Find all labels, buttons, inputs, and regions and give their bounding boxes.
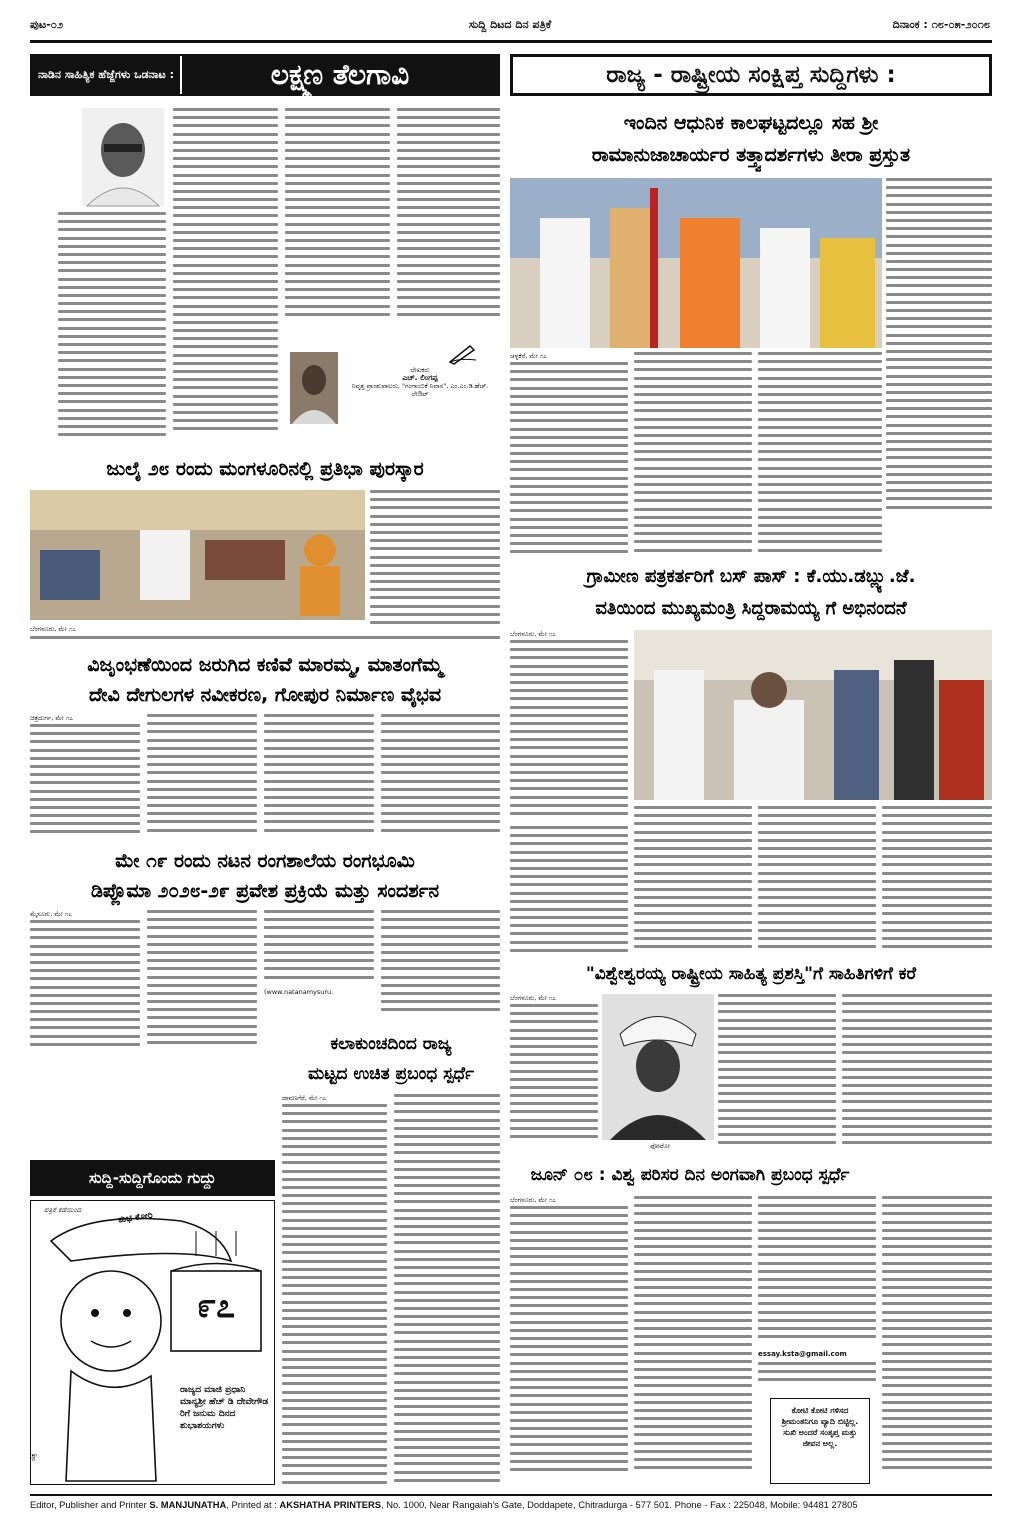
- cartoon-box: [30, 1200, 275, 1485]
- footer-editor: S. MANJUNATHA: [149, 1499, 227, 1510]
- pratibha-dateline: ಬೆಂಗಳೂರು, ಮೇ ೧೭: [30, 625, 77, 633]
- essay-state-dateline: ದಾವಣಗೆರೆ, ಮೇ ೧೭: [282, 1094, 327, 1102]
- cartoon-message: ರಾಜ್ಯದ ಮಾಜಿ ಪ್ರಧಾನಿ ಮಾನ್ಯಶ್ರೀ ಹೆಚ್ ಡಿ ದೇವೇಗೌಡ ರಿಗೆ ಜನುಮ ದಿನದ ಶುಭಾಶಯಗಳು: [180, 1385, 269, 1431]
- ramanuja-dateline: ಚಳ್ಳಕೆರೆ, ಮೇ ೧೭: [510, 352, 548, 360]
- essay-state-headline-2: ಮಟ್ಟದ ಉಚಿತ ಪ್ರಬಂಧ ಸ್ಪರ್ಧೆ: [308, 1064, 474, 1084]
- ramanuja-text-col-2: [634, 352, 752, 562]
- bus-pass-photo: [634, 630, 992, 800]
- temple-text-col-4: [381, 714, 500, 844]
- literary-name: ಲಕ್ಷ್ಮಣ ತೆಲಗಾವಿ: [182, 56, 498, 94]
- visvesvaraya-text-col-2: [718, 994, 836, 1154]
- author-address: ನಿವೃತ್ತ ಪ್ರಾಂಶುಪಾಲರು, "ಗಂಗಾಂಬಿಕೆ ನಿವಾಸ", ಎಂ.ಎಂ.ಡಿ.ಹೆಚ್. ಲೇಔಟ್: [351, 382, 489, 398]
- ramanuja-text-right: [886, 178, 992, 518]
- literary-kicker: ನಾಡಿನ ಸಾಹಿತ್ಯಿಕ ಹೆಜ್ಜೆಗಳು ಒಡನಾಟ :: [32, 56, 180, 94]
- environment-text-col-3: [758, 1196, 876, 1346]
- cartoon-label-hat: ಶುಭ ಕೋರಿ: [117, 1210, 154, 1226]
- author-block: [345, 366, 495, 398]
- pen-icon: [448, 342, 478, 364]
- author-name: ಎಚ್. ಲಿಂಗಪ್ಪ: [402, 373, 438, 382]
- bus-pass-dateline: ಬೆಂಗಳೂರು, ಮೇ ೧೭: [510, 630, 557, 638]
- footer-prefix: Editor, Publisher and Printer: [30, 1499, 147, 1510]
- diploma-text-col-2: [147, 910, 257, 1050]
- environment-text-col-1: [510, 1206, 628, 1484]
- bus-pass-text-col-1b: [510, 826, 628, 956]
- environment-text-col-4: [882, 1196, 992, 1484]
- ramanuja-photo: [510, 178, 882, 348]
- environment-notice-box: ಕೋಟಿ ಕೋಟಿ ಗಳಿಸದ ಶ್ರೀಮಂತನಿಗೂ ವ್ಯಾದಿ ಬಿಟ್ಟಿಲ್ಲ. ಸುಖಿ ಅಂದರೆ ಸಂತೃಪ್ತ ಮತ್ತು ಜೀವನ ಅಲ್ಲ.: [770, 1398, 870, 1484]
- pratibha-headline: ಜುಲೈ ೨೮ ರಂದು ಮಂಗಳೂರಿನಲ್ಲಿ ಪ್ರತಿಭಾ ಪುರಸ್ಕಾರ: [106, 458, 424, 480]
- briefs-banner: ರಾಜ್ಯ - ರಾಷ್ಟ್ರೀಯ ಸಂಕ್ಷಿಪ್ತ ಸುದ್ದಿಗಳು :: [510, 54, 992, 96]
- footer-rule: [30, 1494, 992, 1496]
- page-number: ಪುಟ-೦೨: [30, 18, 64, 31]
- ramanuja-headline-1: ಇಂದಿನ ಆಧುನಿಕ ಕಾಲಘಟ್ಟದಲ್ಲೂ ಸಹ ಶ್ರೀ: [623, 112, 879, 134]
- cartoon-label-top: ಪತ್ರಿಕೆ ಕಡೆಯಿಂದ: [44, 1206, 82, 1214]
- svg-text:ಚಿತ್ರ: ಚಿತ್ರ: [30, 1453, 37, 1461]
- bus-pass-text-col-4: [882, 806, 992, 956]
- environment-headline: ಜೂನ್ ೦೮ : ವಿಶ್ವ ಪರಿಸರ ದಿನ ಅಂಗವಾಗಿ ಪ್ರಬಂಧ ಸ್ಪರ್ಧೆ: [530, 1165, 850, 1185]
- pratibha-text-right: [370, 490, 500, 630]
- literary-text-col-1: [58, 212, 166, 442]
- pratibha-photo: [30, 490, 365, 620]
- diploma-dateline: ಮೈಸೂರು, ಮೇ ೧೭: [30, 910, 73, 918]
- environment-email[interactable]: essay.ksta@gmail.com: [758, 1350, 847, 1358]
- temple-dateline: ಚಿತ್ರದುರ್ಗ, ಮೇ ೧೭: [30, 714, 74, 722]
- visvesvaraya-caption: ಫೋಟೋ: [650, 1142, 670, 1150]
- diploma-website: (www.natanamysuru.: [264, 988, 334, 996]
- pratibha-text-bottom: [30, 636, 500, 648]
- footer-printed-at: , Printed at :: [226, 1499, 277, 1510]
- literary-text-col-3: [285, 108, 390, 328]
- diploma-headline-1: ಮೇ ೧೯ ರಂದು ನಟನ ರಂಗಶಾಲೆಯ ರಂಗಭೂಮಿ: [115, 850, 415, 872]
- visvesvaraya-dateline: ಬೆಂಗಳೂರು, ಮೇ ೧೭: [510, 994, 557, 1002]
- literary-banner: [30, 54, 500, 96]
- diploma-headline-2: ಡಿಪ್ಲೊಮಾ ೨೦೨೮-೨೯ ಪ್ರವೇಶ ಪ್ರಕ್ರಿಯೆ ಮತ್ತು ಸಂದರ್ಶನ: [90, 880, 440, 902]
- footer-press: AKSHATHA PRINTERS: [279, 1499, 381, 1510]
- literary-text-col-4: [397, 108, 500, 328]
- header-rule: [30, 40, 992, 43]
- ramanuja-headline-2: ರಾಮಾನುಜಾಚಾರ್ಯರ ತತ್ತ್ವಾದರ್ಶಗಳು ತೀರಾ ಪ್ರಸ್ತುತ: [591, 144, 911, 166]
- essay-state-text-col-2: [394, 1094, 500, 1484]
- cartoon-drawing: [31, 1201, 273, 1483]
- environment-dateline: ಬೆಂಗಳೂರು, ಮೇ ೧೭: [510, 1196, 557, 1204]
- temple-headline-2: ದೇವಿ ದೇಗುಲಗಳ ನವೀಕರಣ, ಗೋಪುರ ನಿರ್ಮಾಣ ವೈಭವ: [88, 684, 442, 706]
- temple-headline-1: ವಿಜೃಂಭಣೆಯಿಂದ ಜರುಗಿದ ಕಣಿವೆ ಮಾರಮ್ಮ, ಮಾತಂಗೆಮ್ಮ: [87, 654, 443, 676]
- diploma-text-col-3: [264, 910, 374, 990]
- cartoon-cake-number: ೯೭: [196, 1286, 236, 1326]
- author-photo: [290, 352, 338, 424]
- literary-text-col-2: [173, 108, 278, 442]
- environment-text-col-2: [634, 1196, 752, 1484]
- visvesvaraya-headline: "ವಿಶ್ವೇಶ್ವರಯ್ಯ ರಾಷ್ಟ್ರೀಯ ಸಾಹಿತ್ಯ ಪ್ರಶಸ್ತಿ"ಗೆ ಸಾಹಿತಿಗಳಿಗೆ ಕರೆ: [585, 964, 917, 984]
- ramanuja-text-col-1: [510, 362, 628, 562]
- ramanuja-text-col-3: [758, 352, 882, 562]
- temple-text-col-2: [147, 714, 257, 844]
- essay-state-headline-1: ಕಲಾಕುಂಚದಿಂದ ರಾಜ್ಯ: [330, 1034, 452, 1054]
- temple-text-col-3: [264, 714, 374, 844]
- bus-pass-headline-2: ವತಿಯಿಂದ ಮುಖ್ಯಮಂತ್ರಿ ಸಿದ್ದರಾಮಯ್ಯ ಗೆ ಅಭಿನಂದನೆ: [595, 598, 907, 619]
- page-date: ದಿನಾಂಕ : ೧೮-೦೫-೨೦೧೮: [892, 18, 990, 31]
- visvesvaraya-text-col-3: [842, 994, 992, 1154]
- bus-pass-text-col-2: [634, 806, 752, 956]
- cartoon-banner: ಸುದ್ದಿ-ಸುದ್ದಿಗೊಂದು ಗುದ್ದು: [30, 1160, 275, 1196]
- visvesvaraya-photo: [602, 994, 714, 1140]
- bus-pass-headline-1: ಗ್ರಾಮೀಣ ಪತ್ರಕರ್ತರಿಗೆ ಬಸ್ ಪಾಸ್ : ಕೆ.ಯು.ಡಬ್ಲ್ಯು.ಜೆ.: [586, 566, 916, 587]
- paper-name: ಸುದ್ದಿ ದಿಟದ ದಿನ ಪತ್ರಿಕೆ: [468, 18, 552, 31]
- diploma-text-col-4: [381, 910, 500, 1020]
- author-label: ಲೇಖಕರು: [410, 366, 430, 374]
- footer-address: , No. 1000, Near Rangaiah's Gate, Doddapete, Chitradurga - 577 501. Phone - Fax : 225048, Mobile: 94481 27805: [380, 1499, 858, 1510]
- bus-pass-text-col-1: [510, 640, 628, 820]
- essay-state-text-col-1: [282, 1104, 387, 1484]
- environment-text-col-3b: [758, 1362, 876, 1392]
- portrait-photo: [82, 108, 164, 206]
- visvesvaraya-text-col-1: [510, 1004, 598, 1144]
- temple-text-col-1: [30, 724, 140, 844]
- footer-imprint: [30, 1499, 992, 1510]
- diploma-text-col-1: [30, 920, 140, 1050]
- bus-pass-text-col-3: [758, 806, 876, 956]
